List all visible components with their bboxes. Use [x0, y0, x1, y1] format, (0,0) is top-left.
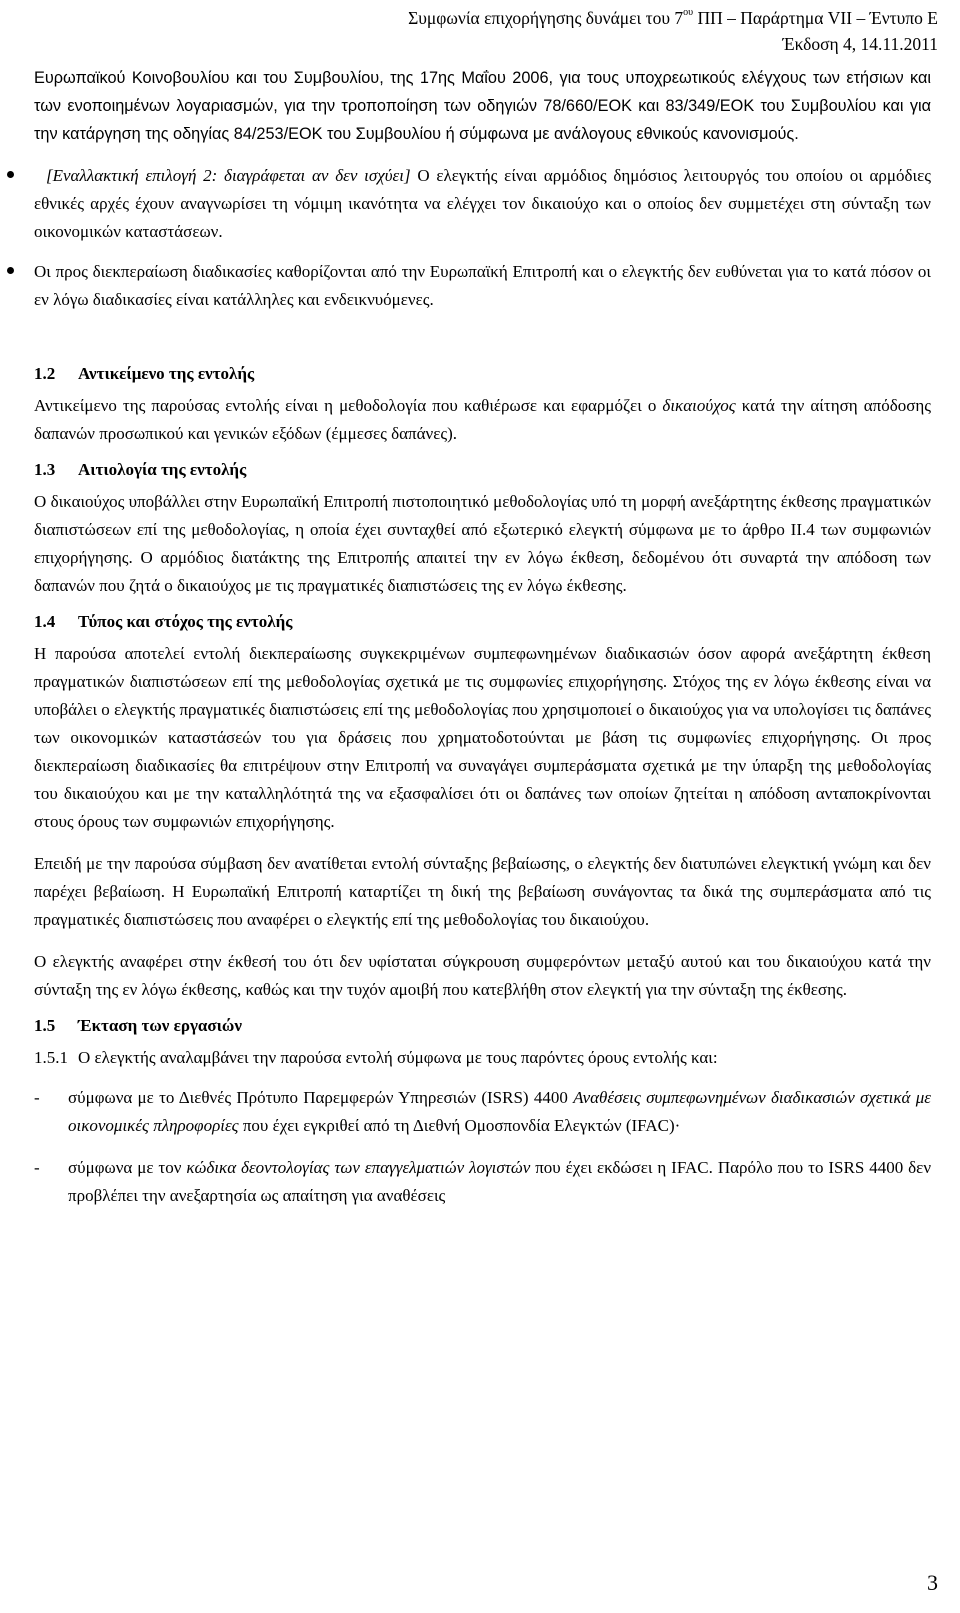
header-agreement-line: Συμφωνία επιχορήγησης δυνάμει του $7^{o\upsilon}$ ΠΠ – Παράρτημα VII – Έντυπο Ε [408, 7, 938, 28]
section-heading-1-5 [34, 1012, 931, 1040]
subsection-number: 1.5.1 [34, 1048, 68, 1067]
bullet-icon [7, 267, 14, 274]
subsection-text: Ο ελεγκτής αναλαμβάνει την παρούσα εντολή σύμφωνα με τους παρόντες όρους εντολής και: [78, 1048, 718, 1067]
section-heading-1-4 [34, 608, 931, 636]
document-body [34, 64, 931, 1210]
page-header [408, 2, 938, 57]
section-number: 1.4 [34, 612, 56, 631]
section-1-3-text: Ο δικαιούχος υποβάλλει στην Ευρωπαϊκή Επιτροπή πιστοποιητικό μεθοδολογίας υπό τη μορφή ανεξάρτητης έκθεσης πραγματικών διαπιστώσεων επί της μεθοδολογίας, η οποία έχει συνταχθεί από εξωτερικό ελεγκτή σύμφωνα με το άρθρο II.4 των συμφωνιών επιχορήγησης. Ο αρμόδιος διατάκτης της Επιτροπής απαιτεί την εν λόγω έκθεση, δεδομένου ότι συναρτά την απόδοση των δαπανών που ζητά ο δικαιούχος με τις πραγματικές διαπιστώσεις της εν λόγω έκθεσης. [34, 492, 931, 595]
section-number: 1.3 [34, 460, 56, 479]
intro-paragraph: Ευρωπαϊκού Κοινοβουλίου και του Συμβουλίου, της 17ης Μαΐου 2006, για τους υποχρεωτικούς ελέγχους των ετήσιων και των ενοποιημένων λογαριασμών, για την τροποποίηση των οδηγιών 78/660/ΕΟΚ και 83/349/ΕΟΚ του Συμβουλίου και για την κατάργηση της οδηγίας 84/253/ΕΟΚ του Συμβουλίου ή σύμφωνα με ανάλογους εθνικούς κανονισμούς. [34, 69, 931, 143]
section-title: Τύπος και στόχος της εντολής [78, 612, 293, 631]
section-1-4-paragraph-3: Ο ελεγκτής αναφέρει στην έκθεσή του ότι δεν υφίσταται σύγκρουση συμφερόντων μεταξύ αυτού και του δικαιούχου κατά την σύνταξη της εν λόγω έκθεσης, καθώς και την τυχόν αμοιβή που κατεβλήθη στον ελεγκτή για την σύνταξη της έκθεσης. [34, 952, 931, 999]
bullet-icon [7, 171, 14, 178]
page-number: 3 [927, 1570, 938, 1595]
bullet-item-procedures [34, 258, 931, 314]
header-version-line: Έκδοση 4, 14.11.2011 [782, 33, 938, 54]
dash-marker: - [34, 1088, 40, 1107]
section-title: Αιτιολογία της εντολής [78, 460, 247, 479]
procedures-text: Οι προς διεκπεραίωση διαδικασίες καθορίζονται από την Ευρωπαϊκή Επιτροπή και ο ελεγκτής δεν ευθύνεται για το κατά πόσον οι εν λόγω διαδικασίες είναι κατάλληλες και ενδεικνυόμενες. [34, 262, 931, 309]
subsection-1-5-1 [34, 1044, 931, 1072]
section-1-4-paragraph-1: Η παρούσα αποτελεί εντολή διεκπεραίωσης συγκεκριμένων συμπεφωνημένων διαδικασιών όσον αφορά ανεξάρτητη έκθεση πραγματικών διαπιστώσεων επί της μεθοδολογίας σχετικά με τις συμφωνίες επιχορήγησης. Στόχος της εν λόγω έκθεσης είναι να υποβάλει ο ελεγκτής πραγματικές διαπιστώσεις επί της μεθοδολογίας που χρησιμοποιεί ο δικαιούχος για να υπολογίσει τις δαπάνες των οικονομικών καταστάσεών του για δράσεις που χρηματοδοτούνται με βάση τις συμφωνίες επιχορήγησης. Οι προς διεκπεραίωση διαδικασίες θα επιτρέψουν στην Επιτροπή να συναγάγει συμπεράσματα σχετικά με την ύπαρξη της μεθοδολογίας του δικαιούχου και με την καταλληλότητά της να εξασφαλίσει ότι οι δαπάνες των οποίων ζητείται η απόδοση ανταποκρίνονται στους όρους των συμφωνιών επιχορήγησης. [34, 644, 931, 831]
list-item-isrs: - σύμφωνα με το Διεθνές Πρότυπο Παρεμφερών Υπηρεσιών (ISRS) 4400 Αναθέσεις συμπεφωνημένων διαδικασιών σχετικά με οικονομικές πληροφορίες που έχει εγκριθεί από τη Διεθνή Ομοσπονδία Ελεγκτών (IFAC)· [34, 1084, 931, 1140]
list-item-code-of-ethics: - σύμφωνα με τον κώδικα δεοντολογίας των επαγγελματιών λογιστών που έχει εκδώσει η IFAC. Παρόλο που το ISRS 4400 δεν προβλέπει την ανεξαρτησία ως απαίτηση για αναθέσεις [34, 1154, 931, 1210]
section-1-4-paragraph-2: Επειδή με την παρούσα σύμβαση δεν ανατίθεται εντολή σύνταξης βεβαίωσης, ο ελεγκτής δεν διατυπώνει ελεγκτική γνώμη και δεν παρέχει βεβαίωση. Η Ευρωπαϊκή Επιτροπή καταρτίζει τη δική της βεβαίωση συνάγοντας τα δικά της συμπεράσματα από τις πραγματικές διαπιστώσεις που αναφέρει ο ελεγκτής επί της μεθοδολογίας του δικαιούχου. [34, 854, 931, 929]
section-number: 1.5 [34, 1016, 56, 1035]
section-heading-1-2 [34, 360, 931, 388]
section-heading-1-3 [34, 456, 931, 484]
option2-italic: [Εναλλακτική επιλογή 2: διαγράφεται αν δεν ισχύει] [46, 166, 411, 185]
option2-text: Ο ελεγκτής είναι αρμόδιος δημόσιος λειτουργός του οποίου οι αρμόδιες εθνικές αρχές έχουν αναγνωρίσει τη νόμιμη ικανότητα να ελέγχει τον δικαιούχο και ο οποίος δεν συμμετέχει στη σύνταξη των οικονομικών καταστάσεων. [34, 166, 931, 241]
section-title: Αντικείμενο της εντολής [78, 364, 255, 383]
bullet-item-option2 [34, 162, 931, 246]
section-number: 1.2 [34, 364, 56, 383]
section-title: Έκταση των εργασιών [78, 1016, 242, 1035]
dash-marker: - [34, 1158, 40, 1177]
section-1-2-text: Αντικείμενο της παρούσας εντολής είναι η μεθοδολογία που καθιέρωσε και εφαρμόζει ο δικαιούχος κατά την αίτηση απόδοσης δαπανών προσωπικού και γενικών εξόδων (έμμεσες δαπάνες). [34, 396, 932, 443]
